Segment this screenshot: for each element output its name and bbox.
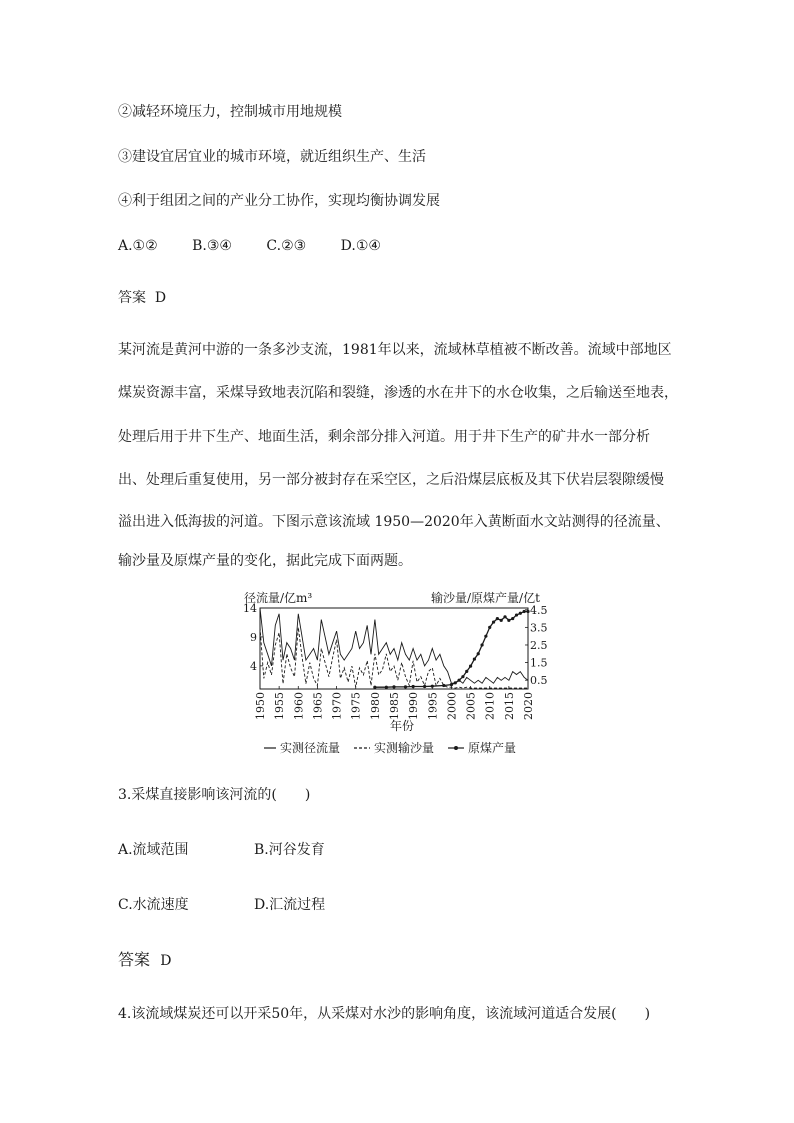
coal-point — [431, 685, 434, 688]
legend — [264, 740, 516, 755]
q2-option-c: C.②③ — [266, 238, 307, 254]
answer-1 — [118, 289, 166, 307]
left-axis-label: 径流量/亿m³ — [244, 591, 313, 605]
q4-stem: 4.该流域煤炭还可以开采50年，从采煤对水沙的影响角度，该流域河道适合发展( ) — [118, 1006, 651, 1022]
q2-options — [118, 237, 411, 255]
coal-point — [492, 620, 495, 623]
right-tick-label: 3.5 — [530, 621, 548, 635]
legend-runoff-label: 实测径流量 — [280, 741, 341, 755]
left-tick-label: 9 — [250, 630, 257, 644]
passage-line-2: 煤炭资源丰富，采煤导致地表沉陷和裂缝，渗透的水在井下的水仓收集，之后输送至地表， — [118, 385, 678, 401]
q2-option-a: A.①② — [118, 238, 158, 254]
coal-point — [496, 617, 499, 620]
q3-options-row-1 — [118, 841, 390, 859]
passage-line-4: 出、处理后重复使用，另一部分被封存在采空区，之后沿煤层底板及其下伏岩层裂隙缓慢 — [118, 472, 664, 488]
q3-option-a: A.流域范围 — [118, 842, 189, 858]
x-tick-label: 1975 — [349, 692, 363, 720]
x-tick-label: 1970 — [330, 692, 344, 720]
coal-point — [511, 617, 514, 620]
x-tick-label: 2020 — [522, 692, 535, 720]
right-tick-label: 0.5 — [530, 674, 548, 688]
coal-point — [507, 619, 510, 622]
coal-point — [480, 643, 483, 646]
coal-point — [442, 684, 445, 687]
legend-sediment-label: 实测输沙量 — [374, 741, 435, 755]
q3-option-c: C.水流速度 — [118, 897, 189, 913]
item-4: ④利于组团之间的产业分工协作，实现均衡协调发展 — [118, 193, 440, 209]
coal-point — [473, 657, 476, 660]
q3-options-row-2 — [118, 896, 390, 914]
coal-point — [412, 685, 415, 688]
x-tick-label: 2005 — [464, 692, 478, 720]
coal-point — [500, 619, 503, 622]
coal-point — [477, 652, 480, 655]
passage-line-3: 处理后用于井下生产、地面生活，剩余部分排入河道。用于井下生产的矿井水一部分析 — [118, 429, 650, 445]
q3-option-d: D.汇流过程 — [254, 897, 326, 913]
coal-point — [385, 686, 388, 689]
coal-point — [373, 686, 376, 689]
q3-stem: 3.采煤直接影响该河流的( ) — [118, 787, 311, 803]
coal-point — [523, 610, 526, 613]
coal-point — [465, 670, 468, 673]
q3-option-b: B.河谷发育 — [254, 842, 325, 858]
item-3: ③建设宜居宜业的城市环境，就近组织生产、生活 — [118, 149, 426, 165]
coal-point — [450, 683, 453, 686]
answer-value: D — [154, 290, 167, 306]
x-tick-label: 2000 — [445, 692, 459, 720]
x-tick-label: 1990 — [407, 692, 421, 720]
coal-point — [519, 612, 522, 615]
legend-coal-label: 原煤产量 — [468, 741, 517, 755]
passage-line-6: 输沙量及原煤产量的变化，据此完成下面两题。 — [118, 553, 412, 569]
answer-value-2: D — [160, 953, 172, 969]
right-tick-label: 4.5 — [530, 603, 548, 617]
x-tick-label: 1980 — [368, 692, 382, 720]
left-tick-label: 14 — [243, 602, 257, 615]
coal-point — [526, 610, 529, 613]
x-tick-label: 2010 — [483, 692, 497, 720]
answer-label-2: 答案 — [118, 950, 151, 969]
q2-option-d: D.①④ — [340, 238, 381, 254]
right-axis-label: 输沙量/原煤产量/亿t — [431, 591, 540, 605]
coal-point — [454, 681, 457, 684]
coal-point — [461, 675, 464, 678]
coal-point — [488, 626, 491, 629]
x-tick-label: 1950 — [254, 692, 267, 720]
coal-point — [484, 635, 487, 638]
x-tick-label: 1985 — [388, 692, 401, 720]
coal-point — [503, 615, 506, 618]
x-axis-label: 年份 — [390, 719, 415, 733]
answer-label: 答案 — [118, 290, 146, 306]
coal-point — [404, 685, 407, 688]
item-2: ②减轻环境压力，控制城市用地规模 — [118, 104, 342, 120]
coal-point — [457, 679, 460, 682]
right-tick-label: 2.5 — [530, 638, 548, 652]
answer-2 — [118, 951, 171, 970]
coal-point — [392, 685, 395, 688]
legend-coal-marker — [454, 746, 458, 750]
x-tick-label: 1995 — [426, 692, 440, 720]
x-tick-label: 1955 — [273, 692, 287, 720]
coal-point — [469, 665, 472, 668]
coal-point — [423, 685, 426, 688]
left-tick-label: 4 — [250, 659, 257, 673]
coal-series-line — [375, 612, 528, 688]
passage-line-5: 溢出进入低海拔的河道。下图示意该流域 1950—2020年入黄断面水文站测得的径流量、 — [118, 514, 670, 530]
passage-line-1: 某河流是黄河中游的一条多沙支流，1981年以来，流域林草植被不断改善。流域中部地区 — [118, 342, 672, 358]
x-tick-label: 1960 — [292, 692, 306, 720]
right-tick-label: 1.5 — [530, 656, 548, 670]
q2-option-b: B.③④ — [192, 238, 232, 254]
coal-point — [515, 613, 518, 616]
x-tick-label: 2015 — [502, 692, 516, 720]
runoff-sediment-coal-chart — [236, 588, 556, 763]
x-tick-label: 1965 — [311, 692, 325, 720]
